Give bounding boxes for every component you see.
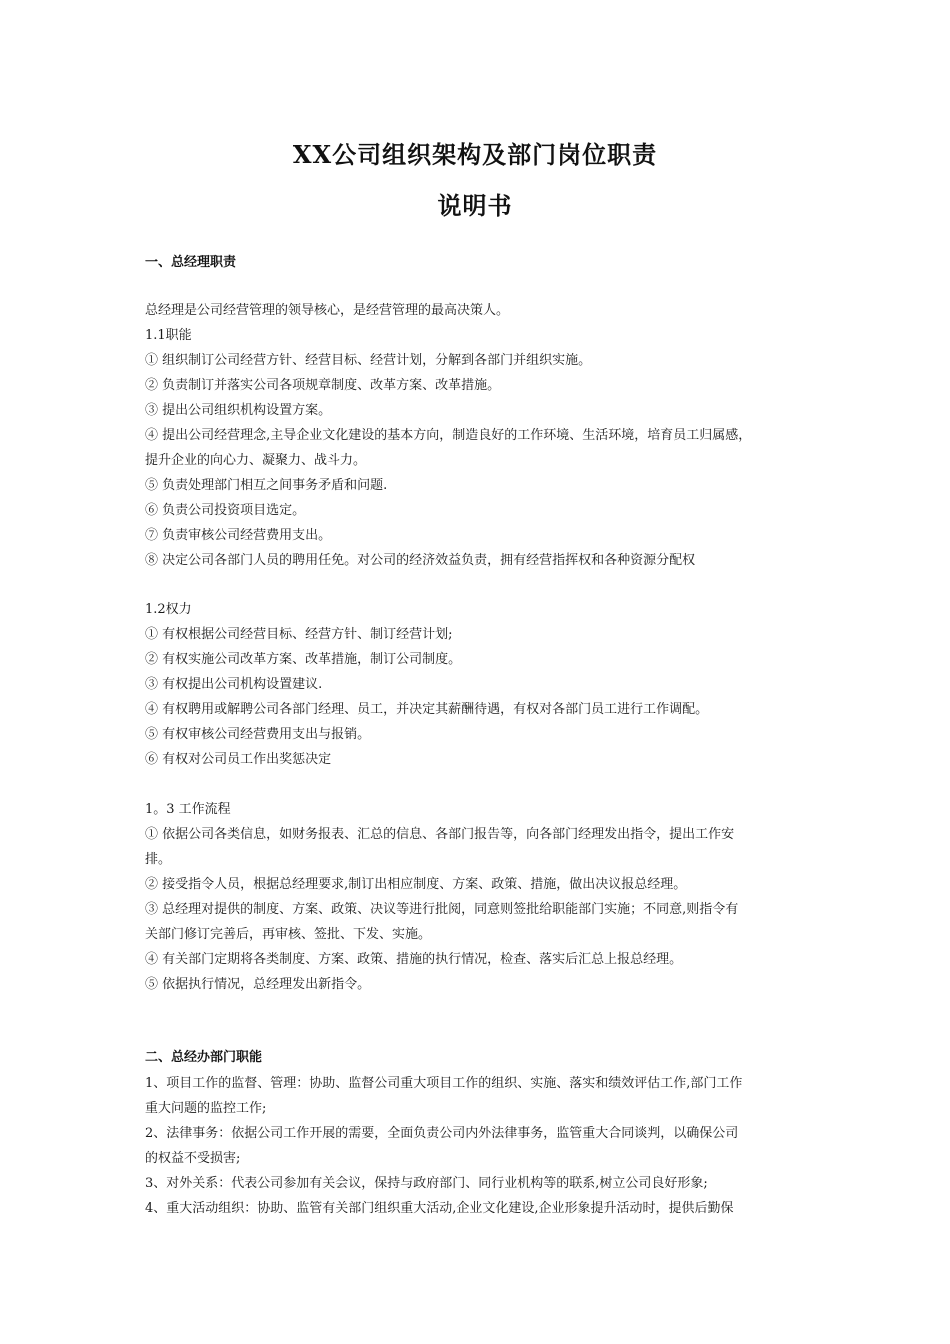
section-2-line: 的权益不受损害; <box>145 1151 241 1166</box>
section-2-line: 重大问题的监控工作; <box>145 1101 267 1116</box>
powers-line: ① 有权根据公司经营目标、经营方针、制订经营计划; <box>145 627 453 642</box>
document-subtitle: 说明书 <box>437 191 513 220</box>
functions-line: ⑧ 决定公司各部门人员的聘用任免。对公司的经济效益负责，拥有经营指挥权和各种资源分配权 <box>145 553 696 568</box>
powers-line: ④ 有权聘用或解聘公司各部门经理、员工，并决定其薪酬待遇，有权对各部门员工进行工作调配。 <box>145 702 709 717</box>
workflow-line: ③ 总经理对提供的制度、方案、政策、决议等进行批阅，同意则签批给职能部门实施；不同意,则指令有 <box>145 902 739 917</box>
section-1-intro: 总经理是公司经营管理的领导核心，是经营管理的最高决策人。 <box>145 303 510 318</box>
functions-line: ⑤ 负责处理部门相互之间事务矛盾和问题. <box>145 478 388 493</box>
powers-heading: 1.2权力 <box>145 602 192 617</box>
section-2-line: 3、对外关系：代表公司参加有关会议，保持与政府部门、同行业机构等的联系,树立公司良好形象; <box>145 1176 708 1191</box>
functions-line: 提升企业的向心力、凝聚力、战斗力。 <box>145 453 367 468</box>
functions-line: ④ 提出公司经营理念,主导企业文化建设的基本方向，制造良好的工作环境、生活环境，培育员工归属感， <box>145 428 752 443</box>
functions-line: ③ 提出公司组织机构设置方案。 <box>145 403 332 418</box>
document-title: XX公司组织架构及部门岗位职责 <box>292 140 658 169</box>
workflow-line: 排。 <box>145 852 172 867</box>
workflow-line: ⑤ 依据执行情况，总经理发出新指令。 <box>145 977 371 992</box>
workflow-line: ④ 有关部门定期将各类制度、方案、政策、措施的执行情况，检查、落实后汇总上报总经理。 <box>145 952 683 967</box>
functions-line: ⑥ 负责公司投资项目选定。 <box>145 503 306 518</box>
functions-heading: 1.1职能 <box>145 328 192 343</box>
functions-line: ② 负责制订并落实公司各项规章制度、改革方案、改革措施。 <box>145 378 501 393</box>
functions-line: ① 组织制订公司经营方针、经营目标、经营计划，分解到各部门并组织实施。 <box>145 353 592 368</box>
section-1-heading: 一、总经理职责 <box>145 255 237 270</box>
section-2-heading: 二、总经办部门职能 <box>145 1050 263 1065</box>
workflow-heading: 1。3 工作流程 <box>145 802 231 817</box>
section-2-line: 1、项目工作的监督、管理：协助、监督公司重大项目工作的组织、实施、落实和绩效评估工作,部门工作 <box>145 1076 743 1091</box>
workflow-line: 关部门修订完善后，再审核、签批、下发、实施。 <box>145 927 432 942</box>
section-2-line: 2、法律事务：依据公司工作开展的需要，全面负责公司内外法律事务，监管重大合同谈判，以确保公司 <box>145 1126 739 1141</box>
powers-line: ⑥ 有权对公司员工作出奖惩决定 <box>145 752 332 767</box>
section-2-line: 4、重大活动组织：协助、监管有关部门组织重大活动,企业文化建设,企业形象提升活动时，提供后勤保 <box>145 1201 734 1216</box>
workflow-line: ① 依据公司各类信息，如财务报表、汇总的信息、各部门报告等，向各部门经理发出指令，提出工作安 <box>145 827 735 842</box>
powers-line: ② 有权实施公司改革方案、改革措施，制订公司制度。 <box>145 652 462 667</box>
workflow-line: ② 接受指令人员，根据总经理要求,制订出相应制度、方案、政策、措施，做出决议报总经理。 <box>145 877 687 892</box>
functions-line: ⑦ 负责审核公司经营费用支出。 <box>145 528 332 543</box>
powers-line: ③ 有权提出公司机构设置建议. <box>145 677 323 692</box>
powers-line: ⑤ 有权审核公司经营费用支出与报销。 <box>145 727 371 742</box>
